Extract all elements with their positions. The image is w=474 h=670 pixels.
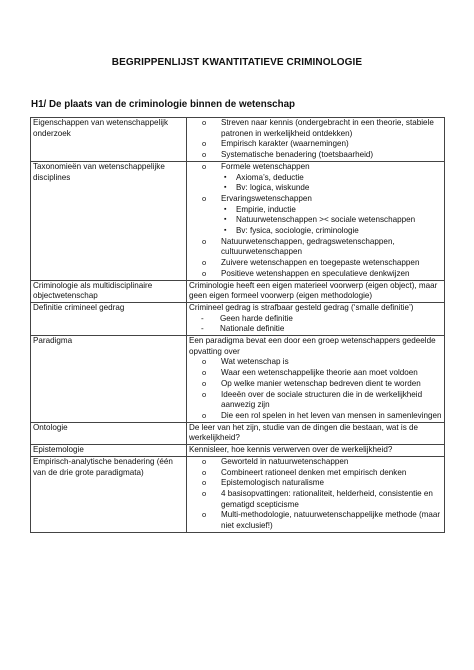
bullet-item: o Wat wetenschap is xyxy=(189,357,442,368)
term-cell: Paradigma xyxy=(31,336,187,423)
definition-text: Criminologie heeft een eigen materieel voorwerp (eigen object), maar geen eigen formeel voorwerp (eigen methodologie) xyxy=(189,280,438,301)
definition-cell xyxy=(187,161,445,280)
glossary-row xyxy=(31,445,445,457)
term-cell: Definitie crimineel gedrag xyxy=(31,302,187,335)
bullet-item: o 4 basisopvattingen: rationaliteit, helderheid, consistentie en gematigd scepticisme xyxy=(189,489,442,510)
definition-cell xyxy=(187,302,445,335)
glossary-table xyxy=(30,117,445,533)
sub-bullet-item: ▪ Bv: fysica, sociologie, criminologie xyxy=(189,226,442,237)
glossary-body xyxy=(31,118,445,533)
glossary-row xyxy=(31,118,445,162)
bullet-item: o Waar een wetenschappelijke theorie aan moet voldoen xyxy=(189,368,442,379)
glossary-row xyxy=(31,280,445,302)
bullet-item: o Epistemologisch naturalisme xyxy=(189,478,442,489)
bullet-item: o Positieve wetenshappen en speculatieve denkwijzen xyxy=(189,269,442,280)
bullet-item: o Geworteld in natuurwetenschappen xyxy=(189,457,442,468)
bullet-item: o Systematische benadering (toetsbaarheid) xyxy=(189,150,442,161)
bullet-item: o Ervaringswetenschappen xyxy=(189,194,442,205)
bullet-list xyxy=(189,457,442,532)
term-cell: Ontologie xyxy=(31,422,187,444)
definition-cell xyxy=(187,422,445,444)
definition-cell xyxy=(187,445,445,457)
definition-text: Kennisleer, hoe kennis verwerven over de werkelijkheid? xyxy=(189,445,393,455)
bullet-item: o Combineert rationeel denken met empirisch denken xyxy=(189,468,442,479)
document-title: BEGRIPPENLIJST KWANTITATIEVE CRIMINOLOGIE xyxy=(111,57,363,68)
definition-cell xyxy=(187,280,445,302)
term-cell: Empirisch-analytische benadering (één van de drie grote paradigmata) xyxy=(31,456,187,532)
definition-text: Een paradigma bevat een door een groep wetenschappers gedeelde opvatting over xyxy=(189,336,436,356)
glossary-row xyxy=(31,456,445,532)
dash-list xyxy=(189,314,442,335)
dash-item: - Geen harde definitie xyxy=(189,314,442,325)
bullet-item: o Empirisch karakter (waarnemingen) xyxy=(189,139,442,150)
term-cell: Criminologie als multidisciplinaire objectwetenschap xyxy=(31,280,187,302)
bullet-list xyxy=(189,162,442,280)
bullet-item: o Multi-methodologie, natuurwetenschappelijke methode (maar niet exclusief!) xyxy=(189,510,442,531)
definition-cell xyxy=(187,118,445,162)
sub-bullet-item: ▪ Natuurwetenschappen >< sociale wetenschappen xyxy=(189,215,442,226)
bullet-list xyxy=(189,118,442,161)
definition-cell xyxy=(187,456,445,532)
bullet-item: o Formele wetenschappen xyxy=(189,162,442,173)
bullet-item: o Op welke manier wetenschap bedreven dient te worden xyxy=(189,379,442,390)
definition-text: Crimineel gedrag is strafbaar gesteld gedrag (‘smalle definitie’) xyxy=(189,302,414,312)
glossary-row xyxy=(31,161,445,280)
bullet-item: o Zuivere wetenschappen en toegepaste wetenschappen xyxy=(189,258,442,269)
bullet-item: o Natuurwetenschappen, gedragswetenschappen, cultuurwetenschappen xyxy=(189,237,442,258)
bullet-item: o Streven naar kennis (ondergebracht in een theorie, stabiele patronen in werkelijkheid ontdekken) xyxy=(189,118,442,139)
dash-item: - Nationale definitie xyxy=(189,324,442,335)
definition-text: De leer van het zijn, studie van de dingen die bestaan, wat is de werkelijkheid? xyxy=(189,422,419,443)
glossary-row xyxy=(31,336,445,423)
sub-bullet-item: ▪ Axioma’s, deductie xyxy=(189,173,442,184)
term-cell: Epistemologie xyxy=(31,445,187,457)
bullet-list xyxy=(189,357,442,421)
glossary-row xyxy=(31,302,445,335)
section-heading: H1/ De plaats van de criminologie binnen de wetenschap xyxy=(31,99,296,110)
glossary-row xyxy=(31,422,445,444)
term-cell: Taxonomieën van wetenschappelijke disciplines xyxy=(31,161,187,280)
term-cell: Eigenschappen van wetenschappelijk onderzoek xyxy=(31,118,187,162)
bullet-item: o Die een rol spelen in het leven van mensen in samenlevingen xyxy=(189,411,442,422)
definition-cell xyxy=(187,336,445,423)
bullet-item: o Ideeën over de sociale structuren die in de werkelijkheid aanwezig zijn xyxy=(189,390,442,411)
sub-bullet-item: ▪ Empirie, inductie xyxy=(189,205,442,216)
sub-bullet-item: ▪ Bv: logica, wiskunde xyxy=(189,183,442,194)
